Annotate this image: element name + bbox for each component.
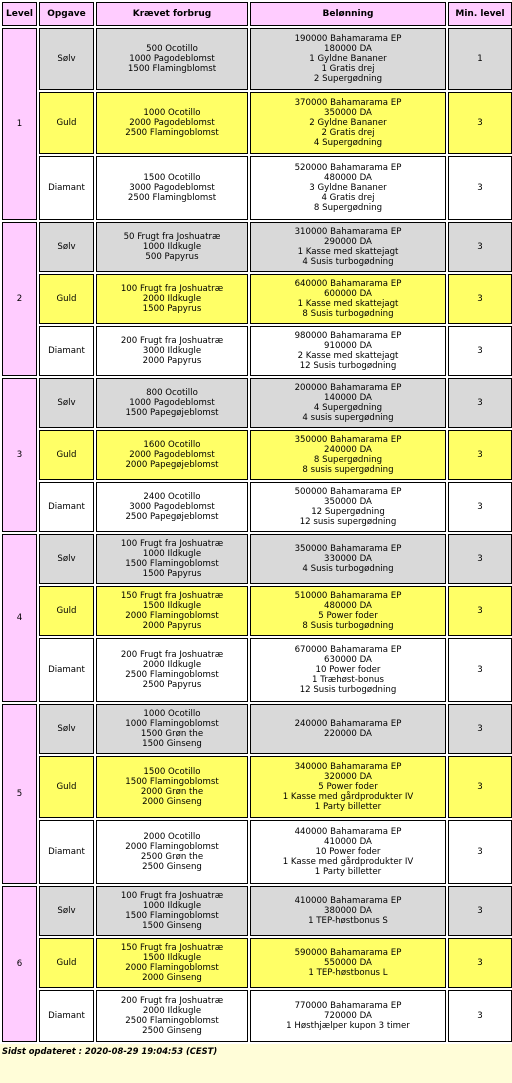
cost-line: 200 Frugt fra Joshuatræ (120, 336, 224, 346)
reward-line: 380000 DA (324, 906, 372, 916)
header-min-level: Min. level (448, 2, 512, 26)
task-type-cell: Guld (39, 274, 94, 324)
reward-line: 500000 Bahamarama EP (294, 487, 402, 497)
cost-line: 1600 Ocotillo (143, 440, 201, 450)
reward-line: 200000 Bahamarama EP (294, 383, 402, 393)
cost-line: 1000 Flamingoblomst (125, 719, 219, 729)
reward-line: 1 Gyldne Bananer (309, 54, 387, 64)
cost-line: 1500 Ildkugle (142, 953, 202, 963)
task-type-cell: Guld (39, 938, 94, 988)
task-type-cell: Diamant (39, 820, 94, 884)
cost-line: 100 Frugt fra Joshuatræ (120, 284, 224, 294)
cost-line: 2500 Ginseng (142, 1026, 202, 1036)
reward-line: 1 Gratis drej (321, 64, 375, 74)
task-type-cell: Sølv (39, 222, 94, 272)
reward-line: 5 Power foder (318, 611, 378, 621)
task-type-cell: Guld (39, 92, 94, 154)
reward-line: 330000 DA (324, 554, 372, 564)
cost-line: 200 Frugt fra Joshuatræ (120, 996, 224, 1006)
reward-line: 4 Susis turbogødning (302, 564, 394, 574)
cost-line: 1500 Flamingoblomst (125, 777, 219, 787)
task-type-cell: Guld (39, 756, 94, 818)
min-level-cell: 3 (448, 92, 512, 154)
reward-line: 350000 Bahamarama EP (294, 435, 402, 445)
cost-line: 500 Ocotillo (146, 44, 198, 54)
level-cell: 2 (2, 222, 37, 376)
cost-line: 2000 Ildkugle (142, 1006, 202, 1016)
reward-cell (250, 534, 446, 584)
reward-cell (250, 938, 446, 988)
reward-line: 980000 Bahamarama EP (294, 331, 402, 341)
reward-line: 1 Kasse med gårdprodukter IV (282, 857, 414, 867)
cost-line: 150 Frugt fra Joshuatræ (120, 591, 224, 601)
min-level-cell: 3 (448, 756, 512, 818)
task-type-cell: Sølv (39, 886, 94, 936)
task-type-cell: Sølv (39, 704, 94, 754)
reward-line: 140000 DA (324, 393, 372, 403)
cost-line: 2000 Flamingoblomst (125, 842, 219, 852)
table-row (2, 586, 512, 636)
reward-cell (250, 430, 446, 480)
cost-line: 1000 Ocotillo (143, 108, 201, 118)
reward-line: 410000 Bahamarama EP (294, 896, 402, 906)
reward-line: 770000 Bahamarama EP (294, 1001, 402, 1011)
header-reward: Belønning (250, 2, 446, 26)
min-level-cell: 3 (448, 638, 512, 702)
reward-line: 10 Power foder (315, 847, 381, 857)
reward-line: 2 Kasse med skattejagt (297, 351, 399, 361)
task-type-cell: Sølv (39, 378, 94, 428)
reward-cell (250, 28, 446, 90)
cost-line: 2500 Flamingoblomst (125, 1016, 219, 1026)
header-task: Opgave (39, 2, 94, 26)
cost-line: 500 Papyrus (145, 252, 199, 262)
cost-line: 2400 Ocotillo (143, 492, 201, 502)
task-type-cell: Diamant (39, 990, 94, 1042)
reward-line: 510000 Bahamarama EP (294, 591, 402, 601)
required-consumption-cell (96, 326, 248, 376)
reward-line: 1 Kasse med skattejagt (297, 299, 399, 309)
level-cell: 5 (2, 704, 37, 884)
cost-line: 800 Ocotillo (146, 388, 198, 398)
table-row (2, 638, 512, 702)
table-row (2, 990, 512, 1042)
reward-line: 630000 DA (324, 655, 372, 665)
table-row (2, 430, 512, 480)
cost-line: 2500 Grøn the (140, 852, 204, 862)
reward-cell (250, 92, 446, 154)
reward-line: 190000 Bahamarama EP (294, 34, 402, 44)
reward-line: 12 susis supergødning (299, 517, 397, 527)
cost-line: 2000 Flamingoblomst (125, 963, 219, 973)
task-type-cell: Diamant (39, 482, 94, 532)
required-consumption-cell (96, 886, 248, 936)
reward-line: 320000 DA (324, 772, 372, 782)
required-consumption-cell (96, 92, 248, 154)
required-consumption-cell (96, 482, 248, 532)
reward-cell (250, 756, 446, 818)
required-consumption-cell (96, 704, 248, 754)
last-updated: Sidst opdateret : 2020-08-29 19:04:53 (CEST) (2, 1046, 218, 1056)
cost-line: 2000 Ginseng (142, 797, 202, 807)
cost-line: 1000 Ildkugle (142, 901, 202, 911)
cost-line: 1500 Flamingblomst (127, 64, 217, 74)
reward-cell (250, 704, 446, 754)
table-row (2, 156, 512, 220)
cost-line: 2000 Ginseng (142, 973, 202, 983)
task-type-cell: Sølv (39, 534, 94, 584)
header-level: Level (2, 2, 37, 26)
reward-line: 240000 Bahamarama EP (294, 719, 402, 729)
required-consumption-cell (96, 378, 248, 428)
reward-line: 1 Party billetter (314, 802, 382, 812)
task-type-cell: Diamant (39, 156, 94, 220)
reward-line: 590000 Bahamarama EP (294, 948, 402, 958)
cost-line: 2000 Pagodeblomst (129, 118, 215, 128)
cost-line: 2000 Papyrus (142, 356, 202, 366)
table-row (2, 274, 512, 324)
header-row (2, 2, 512, 26)
cost-line: 2000 Papyrus (142, 621, 202, 631)
reward-line: 8 Susis turbogødning (302, 621, 394, 631)
min-level-cell: 3 (448, 482, 512, 532)
level-cell: 3 (2, 378, 37, 532)
reward-line: 720000 DA (324, 1011, 372, 1021)
cost-line: 100 Frugt fra Joshuatræ (120, 539, 224, 549)
task-type-cell: Guld (39, 586, 94, 636)
level-cell: 1 (2, 28, 37, 220)
reward-cell (250, 222, 446, 272)
reward-line: 550000 DA (324, 958, 372, 968)
reward-line: 12 Susis turbogødning (299, 685, 397, 695)
reward-line: 520000 Bahamarama EP (294, 163, 402, 173)
level-cell: 4 (2, 534, 37, 702)
cost-line: 2500 Flamingblomst (127, 193, 217, 203)
cost-line: 1500 Papyrus (142, 569, 202, 579)
required-consumption-cell (96, 156, 248, 220)
min-level-cell: 3 (448, 222, 512, 272)
reward-line: 2 Supergødning (313, 74, 383, 84)
min-level-cell: 3 (448, 156, 512, 220)
task-type-cell: Diamant (39, 638, 94, 702)
required-consumption-cell (96, 430, 248, 480)
reward-line: 370000 Bahamarama EP (294, 98, 402, 108)
reward-line: 2 Gyldne Bananer (309, 118, 387, 128)
min-level-cell: 3 (448, 820, 512, 884)
reward-cell (250, 638, 446, 702)
reward-line: 8 Susis turbogødning (302, 309, 394, 319)
reward-line: 410000 DA (324, 837, 372, 847)
reward-cell (250, 820, 446, 884)
required-consumption-cell (96, 990, 248, 1042)
cost-line: 1500 Ginseng (142, 921, 202, 931)
reward-line: 8 Supergødning (313, 203, 383, 213)
table-row (2, 222, 512, 272)
required-consumption-cell (96, 274, 248, 324)
reward-line: 340000 Bahamarama EP (294, 762, 402, 772)
reward-line: 350000 Bahamarama EP (294, 544, 402, 554)
reward-line: 8 Supergødning (313, 455, 383, 465)
reward-line: 3 Gyldne Bananer (309, 183, 387, 193)
reward-line: 4 Gratis drej (321, 193, 375, 203)
min-level-cell: 3 (448, 886, 512, 936)
cost-line: 1500 Papegøjeblomst (125, 408, 219, 418)
cost-line: 1000 Ildkugle (142, 549, 202, 559)
cost-line: 1000 Pagodeblomst (129, 398, 215, 408)
min-level-cell: 3 (448, 534, 512, 584)
reward-line: 1 Høsthjælper kupon 3 timer (286, 1021, 410, 1031)
cost-line: 1500 Ocotillo (143, 173, 201, 183)
cost-line: 2500 Flamingoblomst (125, 128, 219, 138)
reward-cell (250, 586, 446, 636)
required-consumption-cell (96, 586, 248, 636)
cost-line: 2500 Papyrus (142, 680, 202, 690)
task-type-cell: Diamant (39, 326, 94, 376)
reward-line: 670000 Bahamarama EP (294, 645, 402, 655)
cost-line: 200 Frugt fra Joshuatræ (120, 650, 224, 660)
required-consumption-cell (96, 222, 248, 272)
reward-line: 12 Supergødning (311, 507, 385, 517)
reward-line: 12 Susis turbogødning (299, 361, 397, 371)
reward-line: 5 Power foder (318, 782, 378, 792)
cost-line: 2000 Grøn the (140, 787, 204, 797)
header-required-consumption: Krævet forbrug (96, 2, 248, 26)
cost-line: 1500 Ildkugle (142, 601, 202, 611)
level-cell: 6 (2, 886, 37, 1042)
reward-line: 8 susis supergødning (302, 465, 394, 475)
reward-cell (250, 378, 446, 428)
min-level-cell: 3 (448, 326, 512, 376)
table-row (2, 326, 512, 376)
reward-line: 290000 DA (324, 237, 372, 247)
min-level-cell: 1 (448, 28, 512, 90)
reward-line: 1 Kasse med skattejagt (297, 247, 399, 257)
reward-line: 4 Susis turbogødning (302, 257, 394, 267)
cost-line: 2500 Flamingoblomst (125, 670, 219, 680)
required-consumption-cell (96, 756, 248, 818)
table-body (2, 28, 512, 1042)
reward-line: 4 Supergødning (313, 403, 383, 413)
reward-line: 4 susis supergødning (302, 413, 394, 423)
task-type-cell: Guld (39, 430, 94, 480)
reward-line: 350000 DA (324, 108, 372, 118)
required-consumption-cell (96, 938, 248, 988)
reward-cell (250, 482, 446, 532)
table-row (2, 378, 512, 428)
cost-line: 2000 Pagodeblomst (129, 450, 215, 460)
table-row (2, 820, 512, 884)
table-row (2, 938, 512, 988)
min-level-cell: 3 (448, 430, 512, 480)
reward-cell (250, 990, 446, 1042)
min-level-cell: 3 (448, 274, 512, 324)
reward-line: 1 TEP-høstbonus L (308, 968, 388, 978)
min-level-cell: 3 (448, 990, 512, 1042)
cost-line: 1500 Flamingoblomst (125, 911, 219, 921)
table-row (2, 756, 512, 818)
reward-line: 310000 Bahamarama EP (294, 227, 402, 237)
min-level-cell: 3 (448, 938, 512, 988)
cost-line: 150 Frugt fra Joshuatræ (120, 943, 224, 953)
reward-line: 220000 DA (324, 729, 372, 739)
reward-line: 2 Gratis drej (321, 128, 375, 138)
reward-line: 1 Party billetter (314, 867, 382, 877)
cost-line: 1500 Papyrus (142, 304, 202, 314)
required-consumption-cell (96, 28, 248, 90)
reward-line: 350000 DA (324, 497, 372, 507)
reward-line: 910000 DA (324, 341, 372, 351)
table-row (2, 482, 512, 532)
cost-line: 1500 Grøn the (140, 729, 204, 739)
table-row (2, 28, 512, 90)
cost-line: 50 Frugt fra Joshuatræ (123, 232, 221, 242)
reward-cell (250, 274, 446, 324)
reward-cell (250, 886, 446, 936)
cost-line: 2000 Ocotillo (143, 832, 201, 842)
reward-line: 480000 DA (324, 601, 372, 611)
required-consumption-cell (96, 820, 248, 884)
min-level-cell: 3 (448, 704, 512, 754)
cost-line: 3000 Ildkugle (142, 346, 202, 356)
cost-line: 100 Frugt fra Joshuatræ (120, 891, 224, 901)
required-consumption-cell (96, 534, 248, 584)
reward-line: 240000 DA (324, 445, 372, 455)
task-type-cell: Sølv (39, 28, 94, 90)
cost-line: 2000 Ildkugle (142, 660, 202, 670)
min-level-cell: 3 (448, 586, 512, 636)
reward-line: 10 Power foder (315, 665, 381, 675)
required-consumption-cell (96, 638, 248, 702)
cost-line: 3000 Pagodeblomst (129, 183, 215, 193)
reward-cell (250, 156, 446, 220)
cost-line: 2000 Flamingoblomst (125, 611, 219, 621)
cost-line: 1000 Ocotillo (143, 709, 201, 719)
min-level-cell: 3 (448, 378, 512, 428)
table-row (2, 886, 512, 936)
reward-line: 180000 DA (324, 44, 372, 54)
cost-line: 2500 Papegøjeblomst (125, 512, 219, 522)
reward-line: 1 Træhøst-bonus (312, 675, 384, 685)
reward-line: 440000 Bahamarama EP (294, 827, 402, 837)
cost-line: 1000 Ildkugle (142, 242, 202, 252)
table-row (2, 92, 512, 154)
reward-cell (250, 326, 446, 376)
reward-line: 1 TEP-høstbonus S (308, 916, 388, 926)
reward-line: 600000 DA (324, 289, 372, 299)
cost-line: 1500 Ginseng (142, 739, 202, 749)
table-row (2, 704, 512, 754)
reward-line: 1 Kasse med gårdprodukter IV (282, 792, 414, 802)
reward-line: 480000 DA (324, 173, 372, 183)
cost-line: 1500 Ocotillo (143, 767, 201, 777)
cost-line: 2000 Papegøjeblomst (125, 460, 219, 470)
reward-line: 4 Supergødning (313, 138, 383, 148)
cost-line: 2500 Ginseng (142, 862, 202, 872)
cost-line: 1000 Pagodeblomst (129, 54, 215, 64)
cost-line: 1500 Flamingoblomst (125, 559, 219, 569)
cost-line: 2000 Ildkugle (142, 294, 202, 304)
cost-line: 3000 Pagodeblomst (129, 502, 215, 512)
table-row (2, 534, 512, 584)
reward-line: 640000 Bahamarama EP (294, 279, 402, 289)
